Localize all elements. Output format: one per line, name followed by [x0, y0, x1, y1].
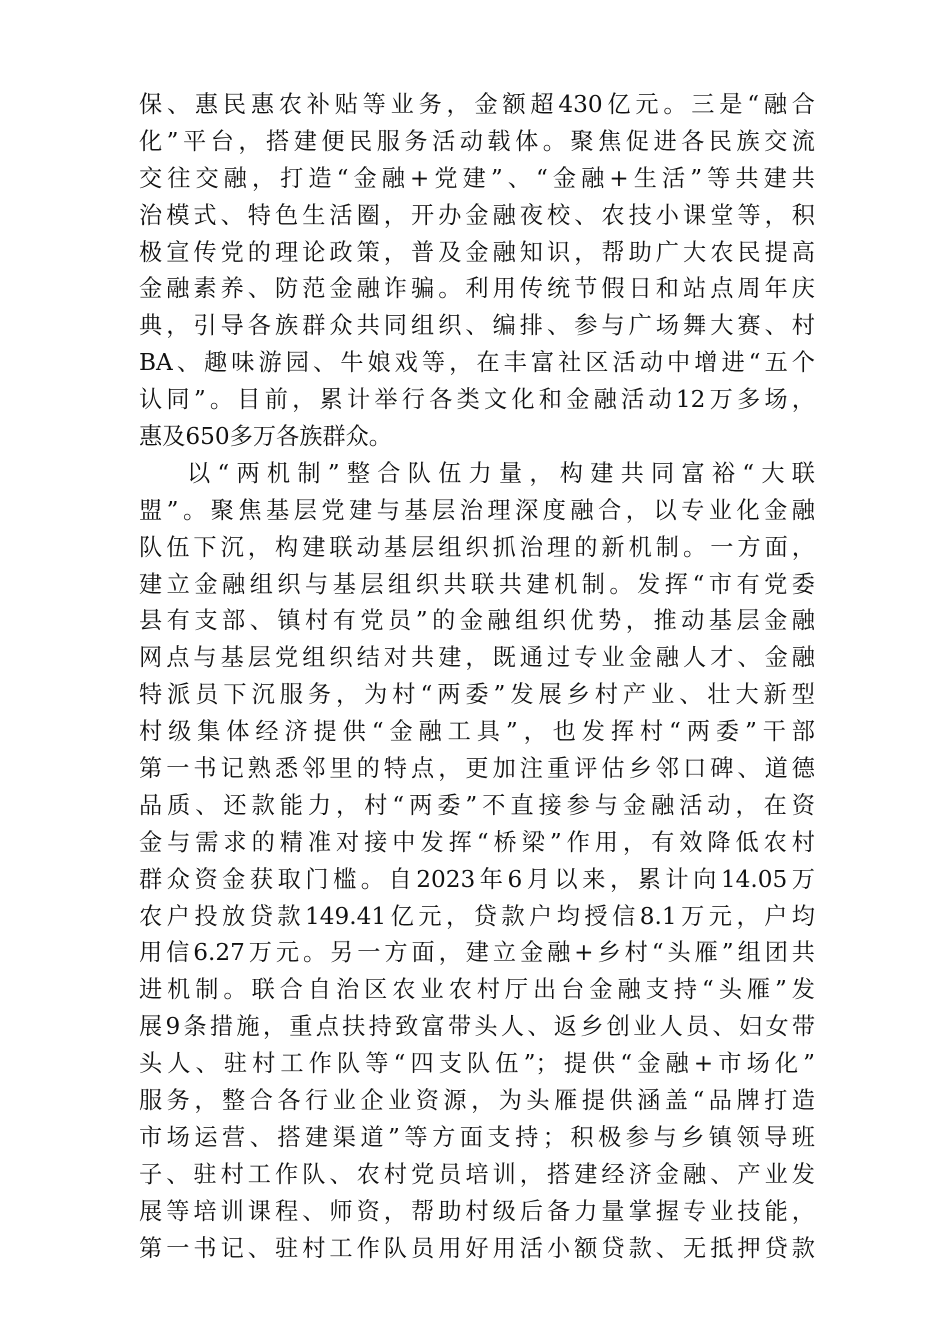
- text-line: 以“两机制”整合队伍力量，构建共同富裕“大联: [187, 459, 815, 487]
- text-line: 网点与基层党组织结对共建，既通过专业金融人才、金融: [139, 644, 815, 672]
- text-line: 用信6.27万元。另一方面，建立金融+乡村“头雁”组团共: [139, 939, 815, 967]
- text-line: 展9条措施，重点扶持致富带头人、返乡创业人员、妇女带: [139, 1013, 815, 1041]
- text-line: 子、驻村工作队、农村党员培训，搭建经济金融、产业发: [139, 1160, 815, 1188]
- text-line: 金与需求的精准对接中发挥“桥梁”作用，有效降低农村: [139, 828, 815, 856]
- text-line: 展等培训课程、师资，帮助村级后备力量掌握专业技能，: [139, 1197, 815, 1225]
- text-line: 交往交融，打造“金融+党建”、“金融+生活”等共建共: [139, 164, 815, 192]
- text-line: 第一书记熟悉邻里的特点，更加注重评估乡邻口碑、道德: [139, 755, 815, 783]
- text-line: BA、趣味游园、牛娘戏等，在丰富社区活动中增进“五个: [139, 349, 815, 377]
- text-line: 市场运营、搭建渠道”等方面支持；积极参与乡镇领导班: [139, 1123, 815, 1151]
- text-line: 治模式、特色生活圈，开办金融夜校、农技小课堂等，积: [139, 201, 815, 229]
- text-line: 进机制。联合自治区农业农村厅出台金融支持“头雁”发: [139, 976, 815, 1004]
- text-line: 化”平台，搭建便民服务活动载体。聚焦促进各民族交流: [139, 127, 815, 155]
- text-line: 金融素养、防范金融诈骗。利用传统节假日和站点周年庆: [139, 275, 815, 303]
- text-line: 特派员下沉服务，为村“两委”发展乡村产业、壮大新型: [139, 681, 815, 709]
- text-line: 建立金融组织与基层组织共联共建机制。发挥“市有党委: [139, 570, 815, 598]
- text-line: 队伍下沉，构建联动基层组织抓治理的新机制。一方面，: [139, 533, 815, 561]
- text-line: 农户投放贷款149.41亿元，贷款户均授信8.1万元，户均: [139, 902, 815, 930]
- text-line: 认同”。目前，累计举行各类文化和金融活动12万多场，: [139, 386, 815, 414]
- text-line: 保、惠民惠农补贴等业务，金额超430亿元。三是“融合: [139, 91, 815, 118]
- text-line: 典，引导各族群众共同组织、编排、参与广场舞大赛、村: [139, 312, 815, 340]
- text-line: 头人、驻村工作队等“四支队伍”；提供“金融+市场化”: [139, 1050, 815, 1078]
- text-line: 群众资金获取门槛。自2023年6月以来，累计向14.05万: [139, 865, 815, 893]
- paragraph-2: [139, 456, 815, 1268]
- text-line: 极宣传党的理论政策，普及金融知识，帮助广大农民提高: [139, 238, 815, 266]
- text-line: 品质、还款能力，村“两委”不直接参与金融活动，在资: [139, 791, 815, 819]
- text-line: 盟”。聚焦基层党建与基层治理深度融合，以专业化金融: [139, 496, 815, 524]
- text-line: 村级集体经济提供“金融工具”，也发挥村“两委”干部: [139, 718, 815, 746]
- text-line: 服务，整合各行业企业资源，为头雁提供涵盖“品牌打造: [139, 1087, 815, 1115]
- text-line: 惠及650多万各族群众。: [139, 423, 392, 451]
- text-line: 第一书记、驻村工作队员用好用活小额贷款、无抵押贷款: [139, 1234, 815, 1262]
- paragraph-1: [139, 87, 815, 456]
- body-text: [139, 87, 815, 1268]
- text-line: 县有支部、镇村有党员”的金融组织优势，推动基层金融: [139, 607, 815, 635]
